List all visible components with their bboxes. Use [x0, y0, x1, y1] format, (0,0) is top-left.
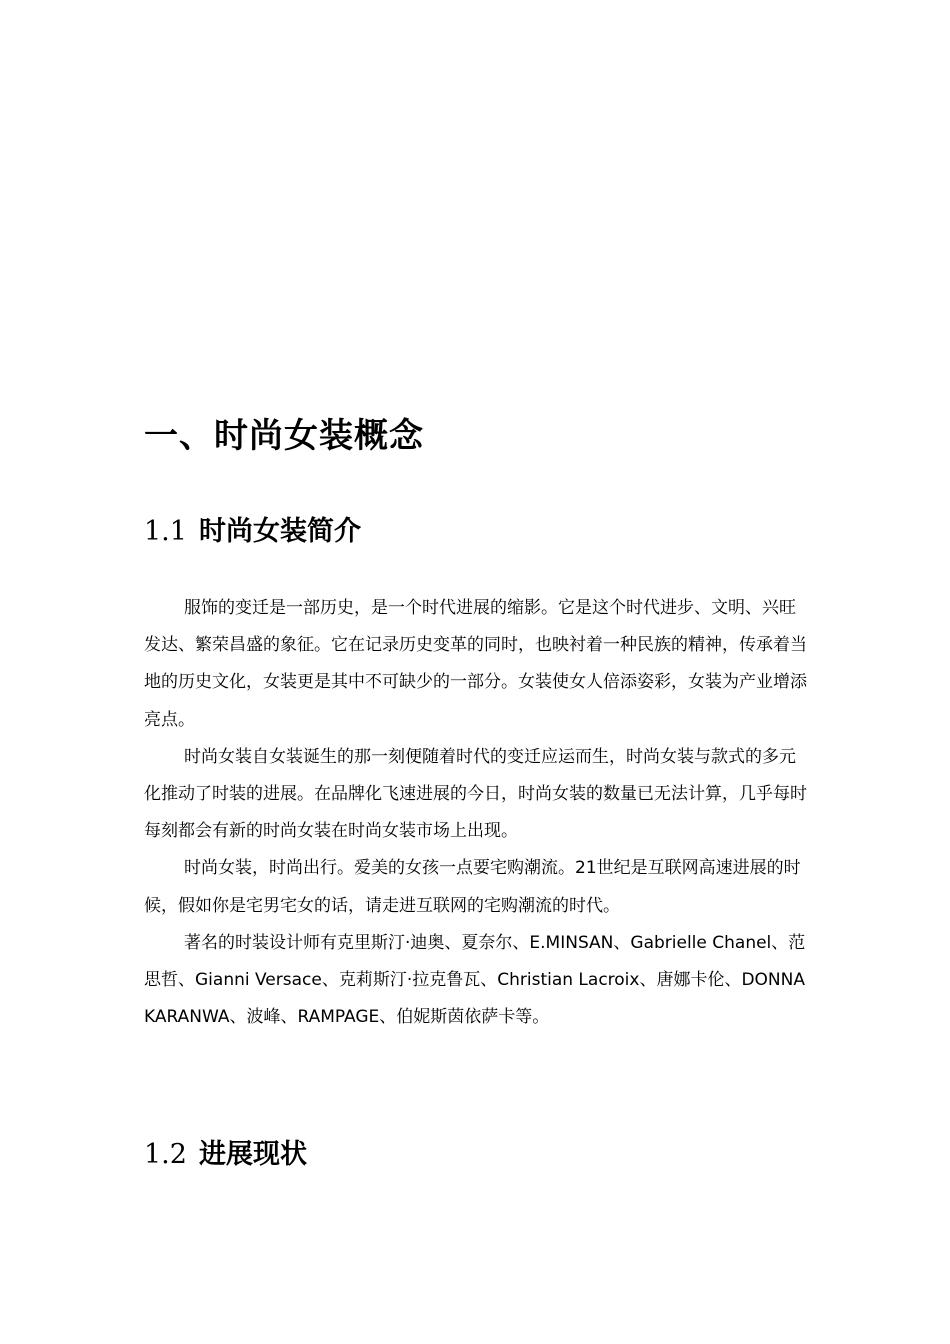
section-body — [144, 590, 810, 1036]
section-title-text: 进展现状 — [198, 1139, 307, 1170]
paragraph: 服饰的变迁是一部历史，是一个时代进展的缩影。它是这个时代进步、文明、兴旺发达、繁荣昌盛的象征。它在记录历史变革的同时，也映衬着一种民族的精神，传承着当地的历史文化，女装更是其中不可缺少的一部分。女装使女人倍添姿彩，女装为产业增添亮点。 — [144, 598, 807, 730]
section-number: 1.1 — [144, 516, 187, 547]
section-title-text: 时尚女装简介 — [198, 516, 361, 547]
section-number: 1.2 — [144, 1139, 187, 1170]
chapter-title: 一、时尚女装概念 — [144, 416, 424, 456]
section-heading-1-1 — [144, 514, 361, 550]
paragraph: 著名的时装设计师有克里斯汀·迪奥、夏奈尔、E.MINSAN、Gabrielle Chanel、范思哲、Gianni Versace、克莉斯汀·拉克鲁瓦、Christian Lacroix、唐娜卡伦、DONNA KARANWA、波峰、RAMPAGE、伯妮斯茵依萨卡等。 — [144, 932, 806, 1028]
section-heading-1-2 — [144, 1137, 307, 1173]
paragraph: 时尚女装自女装诞生的那一刻便随着时代的变迁应运而生，时尚女装与款式的多元化推动了时装的进展。在品牌化飞速进展的今日，时尚女装的数量已无法计算，几乎每时每刻都会有新的时尚女装在时尚女装市场上出现。 — [144, 746, 807, 842]
paragraph: 时尚女装，时尚出行。爱美的女孩一点要宅购潮流。21世纪是互联网高速进展的时候，假如你是宅男宅女的话，请走进互联网的宅购潮流的时代。 — [144, 858, 801, 916]
